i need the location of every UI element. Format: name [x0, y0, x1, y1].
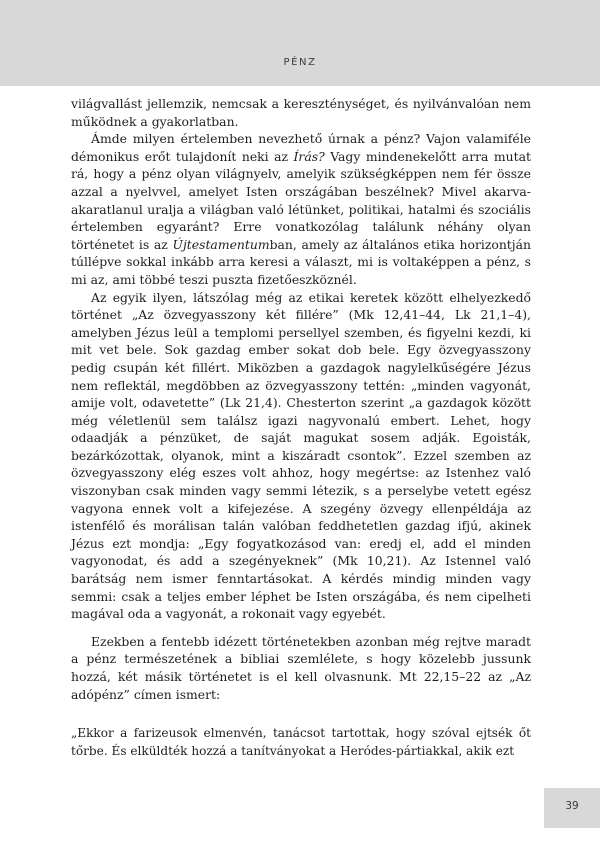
page-number-box [544, 788, 600, 828]
paragraph [71, 130, 531, 288]
italic-text: Újtestamentum [172, 236, 270, 252]
text-run: Ámde milyen értelemben nevezhető úrnak a pénz? Vajon valamiféle démonikus erőt tulajdonít neki az [71, 131, 531, 164]
text-run: ban, amely az általános etika horizontján túllépve sokkal inkább arra keresi a választ, mi is voltaképpen a pénz, s mi az, ami többé teszi puszta fizetőeszköznél. [71, 236, 531, 287]
text-run: Ezekben a fentebb idézett történetekben azonban még rejtve maradt a pénz természetének a bibliai szemlélete, s hogy közelebb jussunk hozzá, két másik történetet is el kell olvasnunk. Mt 22,15–22 az „Az adópénz” címen ismert: [71, 633, 531, 702]
paragraph [71, 633, 531, 703]
text-run: Az egyik ilyen, látszólag még az etikai keretek között elhelyezkedő történet „Az özvegyasszony két fillére” (Mk 12,41–44, Lk 21,1–4), amelyben Jézus leül a templomi persellyel szemben, és figyelni kezdi, ki mit vet bele. Sok gazdag ember sokat dob bele. Egy özvegyasszony pedig csupán két fillért. Miközben a gazdagok nagylelkűségére Jézus nem reflektál, megdöbben az özvegyasszony tettén: „minden vagyonát, amije volt, odavetette” (Lk 21,4). Chesterton szerint „a gazdagok között még véletlenül sem találsz igazi nagyvonalú embert. Lehet, hogy odaadják a pénzüket, de saját magukat sosem adják. Egoisták, bezárkózottak, olyanok, mint a kiszáradt csontok”. Ezzel szemben az özvegyasszony elég eszes volt ahhoz, hogy megértse: az Istenhez való viszonyban csak minden vagy semmi létezik, s a perselybe vetett egész vagyona ennek volt a kifejezése. A szegény özvegy ellenpéldája az istenfélő és morálisan talán valóban feddhetetlen gazdag ifjú, akinek Jézus ezt mondja: „Egy fogyatkozásod van: eredj el, add el minden vagyonodat, és add a szegényeknek” (Mk 10,21). Az Istennel való barátság nem ismer fenntartásokat. A kérdés mindig minden vagy semmi: csak a teljes ember léphet be Isten országába, és nem cipelheti magával oda a vagyonát, a rokonait vagy egyebét. [71, 289, 531, 622]
body-text [71, 95, 531, 760]
block-quote: „Ekkor a farizeusok elmenvén, tanácsot tartottak, hogy szóval ejtsék őt tőrbe. És elküldték hozzá a tanítványokat a Heródes-pártiakkal, akik ezt [71, 726, 531, 758]
running-title: PÉNZ [283, 57, 317, 68]
paragraph [71, 289, 531, 623]
italic-text: Írás? [293, 148, 325, 164]
paragraph [71, 95, 531, 130]
text-run: Vagy mindenekelőtt arra mutat rá, hogy a pénz olyan világnyelv, amelyik szükségképpen nem fér össze azzal a nyelvvel, amelyet Isten országában beszélnek? Mivel akarva-akaratlanul uralja a világban való létünket, politikai, hatalmi és szociális értelemben egyaránt? Erre vonatkozólag találunk néhány olyan történetet is az [71, 148, 531, 252]
header-band [0, 0, 600, 86]
text-run: világvallást jellemzik, nemcsak a kereszténységet, és nyilvánvalóan nem működnek a gyakorlatban. [71, 96, 531, 129]
page-number: 39 [565, 800, 579, 812]
